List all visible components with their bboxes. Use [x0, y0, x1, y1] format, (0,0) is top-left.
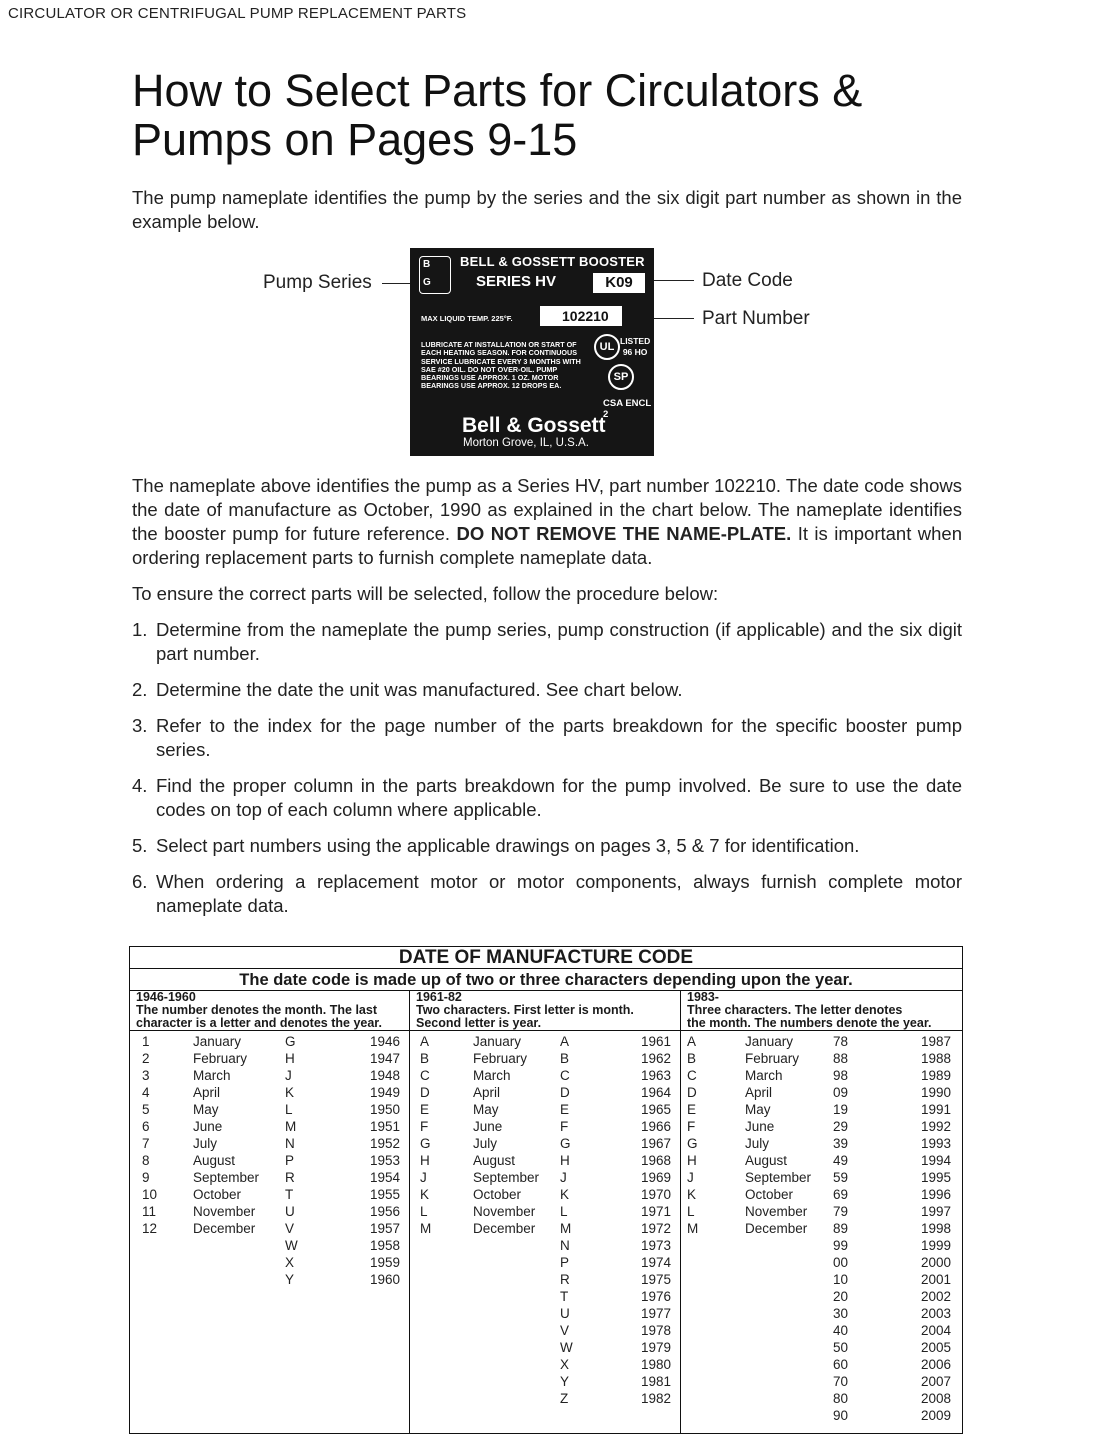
table-cell: F: [560, 1119, 569, 1134]
table-cell: 1995: [920, 1170, 951, 1185]
table-row: [410, 1067, 680, 1084]
nameplate-series: SERIES HV: [476, 273, 557, 290]
nameplate-brand: Bell & Gossett: [462, 414, 606, 437]
table-cell: January: [473, 1034, 522, 1049]
table-cell: R: [560, 1272, 570, 1287]
table-cell: H: [420, 1153, 430, 1168]
table-cell: November: [745, 1204, 808, 1219]
table-cell: January: [745, 1034, 794, 1049]
table-cell: P: [285, 1153, 295, 1168]
table-cell: M: [687, 1221, 699, 1236]
table-cell: R: [285, 1170, 295, 1185]
table-cell: 1967: [640, 1136, 671, 1151]
step-item: 1. Determine from the nameplate the pump series, pump construction (if applicable) and the six digit part number.: [132, 619, 962, 664]
table-cell: U: [560, 1306, 570, 1321]
table-cell: 69: [833, 1187, 849, 1202]
step-item: 2. Determine the date the unit was manufactured. See chart below.: [132, 679, 683, 700]
table-row: [681, 1169, 963, 1186]
table-row: [410, 1322, 680, 1339]
table-cell: 1959: [369, 1255, 400, 1270]
table-cell: 1989: [920, 1068, 951, 1083]
table-cell: P: [560, 1255, 570, 1270]
table-cell: 20: [833, 1289, 849, 1304]
table-row: [410, 1186, 680, 1203]
table-cell: F: [687, 1119, 696, 1134]
table-cell: X: [285, 1255, 295, 1270]
table-cell: June: [473, 1119, 503, 1134]
table-cell: B: [687, 1051, 697, 1066]
table-row: [410, 1050, 680, 1067]
table-cell: 00: [833, 1255, 849, 1270]
table-cell: Z: [560, 1391, 569, 1406]
table-cell: 09: [833, 1085, 849, 1100]
table-cell: August: [193, 1153, 236, 1168]
table-cell: 1982: [640, 1391, 671, 1406]
table-cell: J: [687, 1170, 694, 1185]
table-row: [410, 1254, 680, 1271]
procedure-steps: [132, 618, 962, 930]
table-cell: 2009: [920, 1408, 951, 1423]
table-cell: 1965: [640, 1102, 671, 1117]
table-cell: 2001: [920, 1272, 951, 1287]
table-cell: April: [473, 1085, 501, 1100]
table-cell: 1975: [640, 1272, 671, 1287]
table-cell: U: [285, 1204, 295, 1219]
table-column-1961-82: [410, 991, 681, 1433]
table-subtitle: The date code is made up of two or three characters depending upon the year.: [130, 969, 962, 991]
table-cell: A: [687, 1034, 697, 1049]
table-cell: D: [420, 1085, 430, 1100]
table-cell: H: [285, 1051, 295, 1066]
step-item: 6. When ordering a replacement motor or motor components, always furnish complete motor nameplate data.: [132, 871, 962, 916]
table-cell: 1963: [640, 1068, 671, 1083]
table-row: [681, 1135, 963, 1152]
table-row: [410, 1152, 680, 1169]
table-row: [681, 1339, 963, 1356]
procedure-intro: To ensure the correct parts will be selected, follow the procedure below:: [132, 583, 719, 604]
table-cell: D: [687, 1085, 697, 1100]
table-column-1946-1960: [130, 991, 410, 1433]
table-cell: G: [560, 1136, 571, 1151]
callout-date-code: Date Code: [702, 270, 793, 291]
table-cell: 1969: [640, 1170, 671, 1185]
table-cell: 5: [142, 1102, 150, 1117]
table-cell: April: [193, 1085, 221, 1100]
table-row: [681, 1305, 963, 1322]
table-cell: 1958: [369, 1238, 400, 1253]
table-cell: K: [420, 1187, 430, 1202]
table-row: [410, 1271, 680, 1288]
table-row: [410, 1305, 680, 1322]
table-cell: N: [560, 1238, 570, 1253]
table-row: [130, 1118, 409, 1135]
table-cell: 90: [833, 1408, 849, 1423]
step-item: 5. Select part numbers using the applicable drawings on pages 3, 5 & 7 for identification.: [132, 835, 860, 856]
table-cell: December: [745, 1221, 808, 1236]
table-cell: 1990: [920, 1085, 951, 1100]
table-cell: 1977: [640, 1306, 671, 1321]
table-row: [130, 1271, 409, 1288]
table-cell: 79: [833, 1204, 849, 1219]
table-cell: 98: [833, 1068, 849, 1083]
table-cell: November: [193, 1204, 256, 1219]
table-cell: D: [560, 1085, 570, 1100]
table-cell: 1956: [369, 1204, 400, 1219]
table-row: [410, 1084, 680, 1101]
table-row: [410, 1101, 680, 1118]
table-row: [130, 1220, 409, 1237]
table-cell: Y: [285, 1272, 295, 1287]
table-cell: August: [745, 1153, 788, 1168]
nameplate-csa-encl: CSA ENCL 2: [603, 398, 652, 420]
table-row: [410, 1118, 680, 1135]
table-cell: 1: [142, 1034, 150, 1049]
table-cell: 99: [833, 1238, 849, 1253]
table-cell: 1966: [640, 1119, 671, 1134]
table-cell: 1949: [369, 1085, 400, 1100]
table-cell: 1961: [640, 1034, 671, 1049]
table-cell: 2003: [920, 1306, 951, 1321]
table-cell: 59: [833, 1170, 849, 1185]
table-cell: 1974: [640, 1255, 671, 1270]
table-cell: K: [285, 1085, 295, 1100]
table-row: [681, 1067, 963, 1084]
table-cell: 88: [833, 1051, 849, 1066]
table-cell: C: [420, 1068, 430, 1083]
table-row: [681, 1084, 963, 1101]
table-cell: June: [193, 1119, 223, 1134]
table-cell: 1981: [640, 1374, 671, 1389]
table-cell: 19: [833, 1102, 849, 1117]
nameplate-brand-line: BELL & GOSSETT BOOSTER: [460, 254, 645, 269]
table-cell: L: [687, 1204, 695, 1219]
table-row: [130, 1186, 409, 1203]
table-cell: 6: [142, 1119, 150, 1134]
table-row: [681, 1271, 963, 1288]
table-column-1983: [681, 991, 963, 1433]
table-row: [681, 1322, 963, 1339]
step-item: 3. Refer to the index for the page number of the parts breakdown for the specific booster pump series.: [132, 715, 962, 760]
table-cell: 1980: [640, 1357, 671, 1372]
table-cell: 2008: [920, 1391, 951, 1406]
date-code-table: [129, 946, 963, 1434]
nameplate-lube-instructions: LUBRICATE AT INSTALLATION OR START OF EACH HEATING SEASON. FOR CONTINUOUS SERVICE LUBRICATE EVERY 3 MONTHS WITH SAE #20 OIL. DO NOT OVER-OIL. PUMP BEARINGS USE APPROX. 1 OZ. MOTOR BEARINGS USE APPROX. 12 DROPS EA.: [421, 340, 581, 391]
table-row: [681, 1118, 963, 1135]
table-row: [681, 1203, 963, 1220]
table-cell: 2006: [920, 1357, 951, 1372]
table-cell: 1952: [369, 1136, 400, 1151]
table-cell: N: [285, 1136, 295, 1151]
table-row: [681, 1050, 963, 1067]
table-cell: 1978: [640, 1323, 671, 1338]
table-cell: E: [687, 1102, 697, 1117]
table-row: [410, 1373, 680, 1390]
table-cell: October: [193, 1187, 242, 1202]
table-row: [130, 1135, 409, 1152]
table-cell: 2: [142, 1051, 150, 1066]
nameplate-max-temp: MAX LIQUID TEMP. 225°F.: [421, 314, 513, 323]
table-cell: G: [285, 1034, 296, 1049]
table-cell: July: [745, 1136, 770, 1151]
table-cell: M: [560, 1221, 572, 1236]
table-row: [130, 1050, 409, 1067]
table-row: [130, 1152, 409, 1169]
running-header: CIRCULATOR OR CENTRIFUGAL PUMP REPLACEMENT PARTS: [8, 5, 467, 22]
table-cell: 1968: [640, 1153, 671, 1168]
table-cell: 80: [833, 1391, 849, 1406]
table-cell: February: [473, 1051, 528, 1066]
table-cell: M: [285, 1119, 297, 1134]
table-cell: L: [285, 1102, 293, 1117]
table-cell: 11: [142, 1204, 157, 1219]
table-cell: L: [420, 1204, 428, 1219]
ul-listed-icon: UL: [594, 334, 620, 360]
table-cell: 10: [833, 1272, 849, 1287]
table-cell: 1976: [640, 1289, 671, 1304]
table-cell: A: [560, 1034, 570, 1049]
column-header: 1983- Three characters. The letter denotes the month. The numbers denote the year.: [687, 990, 932, 1030]
table-cell: May: [473, 1102, 499, 1117]
table-cell: W: [560, 1340, 573, 1355]
table-cell: December: [473, 1221, 536, 1236]
table-row: [681, 1390, 963, 1407]
table-row: [410, 1033, 680, 1050]
table-cell: June: [745, 1119, 775, 1134]
table-cell: March: [193, 1068, 231, 1083]
table-cell: 78: [833, 1034, 849, 1049]
table-row: [130, 1101, 409, 1118]
table-cell: X: [560, 1357, 570, 1372]
table-row: [681, 1101, 963, 1118]
table-row: [130, 1169, 409, 1186]
table-cell: 1996: [920, 1187, 951, 1202]
table-cell: 1973: [640, 1238, 671, 1253]
table-cell: M: [420, 1221, 432, 1236]
table-cell: 1955: [369, 1187, 400, 1202]
table-cell: October: [745, 1187, 794, 1202]
table-cell: August: [473, 1153, 516, 1168]
table-row: [681, 1033, 963, 1050]
table-cell: 1948: [369, 1068, 400, 1083]
table-cell: 1979: [640, 1340, 671, 1355]
table-cell: 1999: [920, 1238, 951, 1253]
table-cell: F: [420, 1119, 429, 1134]
table-cell: April: [745, 1085, 773, 1100]
nameplate-part-number: 102210: [540, 306, 622, 326]
table-cell: J: [420, 1170, 427, 1185]
table-row: [410, 1169, 680, 1186]
table-row: [130, 1084, 409, 1101]
table-cell: 2005: [920, 1340, 951, 1355]
table-cell: 1950: [369, 1102, 400, 1117]
table-cell: 1993: [920, 1136, 951, 1151]
table-row: [681, 1288, 963, 1305]
table-cell: 1992: [920, 1119, 951, 1134]
table-cell: July: [473, 1136, 498, 1151]
table-cell: W: [285, 1238, 298, 1253]
table-row: [681, 1186, 963, 1203]
table-cell: 2000: [920, 1255, 951, 1270]
table-cell: September: [473, 1170, 540, 1185]
table-cell: V: [285, 1221, 295, 1236]
table-cell: 4: [142, 1085, 150, 1100]
intro-paragraph: The pump nameplate identifies the pump by the series and the six digit part number as shown in the example below.: [132, 187, 962, 232]
table-row: [681, 1407, 963, 1424]
table-cell: May: [193, 1102, 219, 1117]
table-cell: July: [193, 1136, 218, 1151]
table-cell: 1988: [920, 1051, 951, 1066]
callout-pump-series: Pump Series: [263, 272, 372, 293]
table-cell: T: [285, 1187, 294, 1202]
table-cell: K: [687, 1187, 697, 1202]
table-cell: September: [193, 1170, 260, 1185]
table-cell: 50: [833, 1340, 849, 1355]
table-cell: 1954: [369, 1170, 400, 1185]
table-cell: V: [560, 1323, 570, 1338]
table-cell: November: [473, 1204, 536, 1219]
table-cell: 1953: [369, 1153, 400, 1168]
table-cell: 10: [142, 1187, 158, 1202]
table-cell: 2004: [920, 1323, 951, 1338]
table-row: [410, 1390, 680, 1407]
table-cell: March: [473, 1068, 511, 1083]
table-cell: 39: [833, 1136, 849, 1151]
table-row: [410, 1237, 680, 1254]
table-row: [681, 1152, 963, 1169]
table-cell: C: [687, 1068, 697, 1083]
table-title: DATE OF MANUFACTURE CODE: [130, 947, 962, 969]
table-cell: T: [560, 1289, 569, 1304]
table-cell: 89: [833, 1221, 849, 1236]
table-cell: 40: [833, 1323, 849, 1338]
table-cell: 12: [142, 1221, 158, 1236]
table-cell: 1947: [369, 1051, 400, 1066]
table-cell: 1998: [920, 1221, 951, 1236]
table-cell: 1964: [640, 1085, 671, 1100]
table-row: [130, 1033, 409, 1050]
explanation-paragraph: The nameplate above identifies the pump as a Series HV, part number 102210. The date code shows the date of manufacture as October, 1990 as explained in the chart below. The nameplate identifies the booster pump for future reference. DO NOT REMOVE THE NAME-PLATE. It is important when ordering replacement parts to furnish complete nameplate data.: [132, 475, 963, 568]
table-cell: K: [560, 1187, 570, 1202]
table-cell: J: [285, 1068, 292, 1083]
table-cell: 1946: [369, 1034, 400, 1049]
table-row: [410, 1203, 680, 1220]
pump-nameplate: [410, 248, 654, 456]
table-row: [681, 1237, 963, 1254]
column-header: 1961-82 Two characters. First letter is month. Second letter is year.: [416, 990, 634, 1030]
table-row: [410, 1220, 680, 1237]
table-cell: 1970: [640, 1187, 671, 1202]
table-cell: H: [687, 1153, 697, 1168]
table-cell: December: [193, 1221, 256, 1236]
table-row: [681, 1356, 963, 1373]
table-row: [410, 1339, 680, 1356]
column-header: 1946-1960 The number denotes the month. The last character is a letter and denotes the year.: [136, 990, 382, 1030]
table-cell: C: [560, 1068, 570, 1083]
table-cell: 1962: [640, 1051, 671, 1066]
table-cell: 1957: [369, 1221, 400, 1236]
table-cell: March: [745, 1068, 783, 1083]
table-cell: B: [560, 1051, 570, 1066]
table-row: [410, 1356, 680, 1373]
table-row: [130, 1254, 409, 1271]
table-cell: 8: [142, 1153, 150, 1168]
table-row: [130, 1067, 409, 1084]
table-cell: G: [687, 1136, 698, 1151]
table-cell: 1994: [920, 1153, 951, 1168]
table-cell: 29: [833, 1119, 849, 1134]
table-cell: 7: [142, 1136, 150, 1151]
table-cell: 30: [833, 1306, 849, 1321]
table-cell: 2002: [920, 1289, 951, 1304]
table-row: [130, 1237, 409, 1254]
table-cell: February: [193, 1051, 248, 1066]
table-cell: A: [420, 1034, 430, 1049]
table-cell: L: [560, 1204, 568, 1219]
nameplate-date-code: K09: [593, 273, 645, 293]
csa-mark-icon: SP: [608, 364, 634, 390]
table-cell: E: [420, 1102, 430, 1117]
table-cell: 60: [833, 1357, 849, 1372]
table-cell: May: [745, 1102, 771, 1117]
table-row: [681, 1220, 963, 1237]
table-row: [130, 1203, 409, 1220]
table-cell: September: [745, 1170, 812, 1185]
table-cell: October: [473, 1187, 522, 1202]
table-cell: January: [193, 1034, 242, 1049]
table-row: [410, 1288, 680, 1305]
table-cell: February: [745, 1051, 800, 1066]
nameplate-location: Morton Grove, IL, U.S.A.: [463, 437, 589, 449]
table-cell: B: [420, 1051, 430, 1066]
page-title: How to Select Parts for Circulators & Pumps on Pages 9-15: [132, 65, 863, 165]
table-cell: 1951: [369, 1119, 400, 1134]
table-cell: J: [560, 1170, 567, 1185]
table-cell: Y: [560, 1374, 570, 1389]
table-cell: 2007: [920, 1374, 951, 1389]
table-cell: 1960: [369, 1272, 400, 1287]
table-row: [681, 1254, 963, 1271]
table-cell: 70: [833, 1374, 849, 1389]
table-cell: 1991: [920, 1102, 951, 1117]
table-cell: G: [420, 1136, 431, 1151]
table-row: [681, 1373, 963, 1390]
table-cell: 1972: [640, 1221, 671, 1236]
table-cell: 1997: [920, 1204, 951, 1219]
table-cell: 9: [142, 1170, 150, 1185]
table-cell: 1987: [920, 1034, 951, 1049]
table-cell: H: [560, 1153, 570, 1168]
table-cell: 49: [833, 1153, 849, 1168]
nameplate-listed: LISTED 96 HO: [620, 336, 651, 357]
table-row: [410, 1135, 680, 1152]
table-cell: 3: [142, 1068, 150, 1083]
table-cell: 1971: [640, 1204, 671, 1219]
step-item: 4. Find the proper column in the parts breakdown for the pump involved. Be sure to use the date codes on top of each column where applicable.: [132, 775, 962, 820]
callout-part-number: Part Number: [702, 308, 810, 329]
bg-logo-icon: B G: [419, 256, 451, 294]
table-cell: E: [560, 1102, 570, 1117]
